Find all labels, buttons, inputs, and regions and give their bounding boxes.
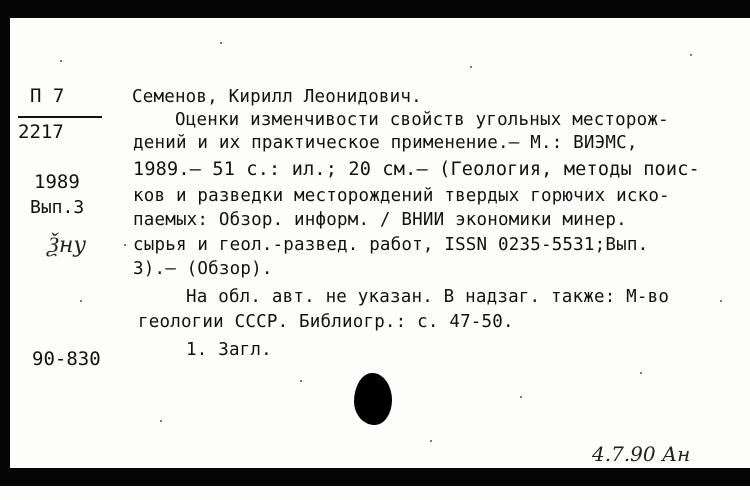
- note-line: На обл. авт. не указан. В надзаг. также: М-во: [186, 287, 670, 307]
- entry-line: сырья и геол.-развед. работ, ISSN 0235-5531;Вып.: [133, 235, 649, 255]
- left-border: [0, 0, 10, 500]
- entry-line: 1989.— 51 с.: ил.; 20 см.— (Геология, методы поис-: [133, 159, 700, 180]
- handwritten-date-note: 4.7.90 Ан: [592, 442, 691, 466]
- entry-line: дений и их практическое применение.— М.: ВИЭМС,: [133, 133, 638, 153]
- top-border: [0, 0, 750, 18]
- scan-speck: [470, 66, 472, 68]
- scan-speck: [160, 420, 162, 422]
- issue-number: Вып.3: [30, 197, 85, 218]
- call-number: 2217: [18, 121, 64, 143]
- entry-line: Оценки изменчивости свойств угольных месторож-: [175, 110, 669, 130]
- inventory-number: 90-830: [32, 348, 101, 370]
- scan-speck: [60, 60, 62, 62]
- scan-speck: [300, 380, 302, 382]
- subject-line: 1. Загл.: [186, 340, 272, 360]
- entry-line: 3).— (Обзор).: [133, 259, 273, 279]
- bottom-edge: [0, 486, 750, 500]
- scan-speck: [430, 440, 432, 442]
- call-index: П 7: [30, 85, 65, 107]
- scan-speck: [520, 396, 522, 398]
- scan-speck: [640, 372, 642, 374]
- call-rule: [18, 116, 102, 118]
- publication-year: 1989: [34, 171, 80, 193]
- scan-speck: [690, 54, 692, 56]
- ink-blot: [354, 373, 392, 425]
- scan-speck: [80, 300, 82, 302]
- author-line: Семенов, Кирилл Леонидович.: [132, 87, 422, 107]
- entry-line: паемых: Обзор. информ. / ВНИИ экономики минер.: [133, 210, 627, 230]
- scan-speck: [720, 300, 722, 302]
- scan-speck: [220, 42, 222, 44]
- entry-line: ков и разведки месторождений твердых горючих иско-: [133, 186, 670, 206]
- handwritten-mark: Ѯнy: [48, 233, 86, 258]
- scan-speck: [124, 244, 126, 246]
- note-line: геологии СССР. Библиогр.: с. 47-50.: [138, 312, 514, 332]
